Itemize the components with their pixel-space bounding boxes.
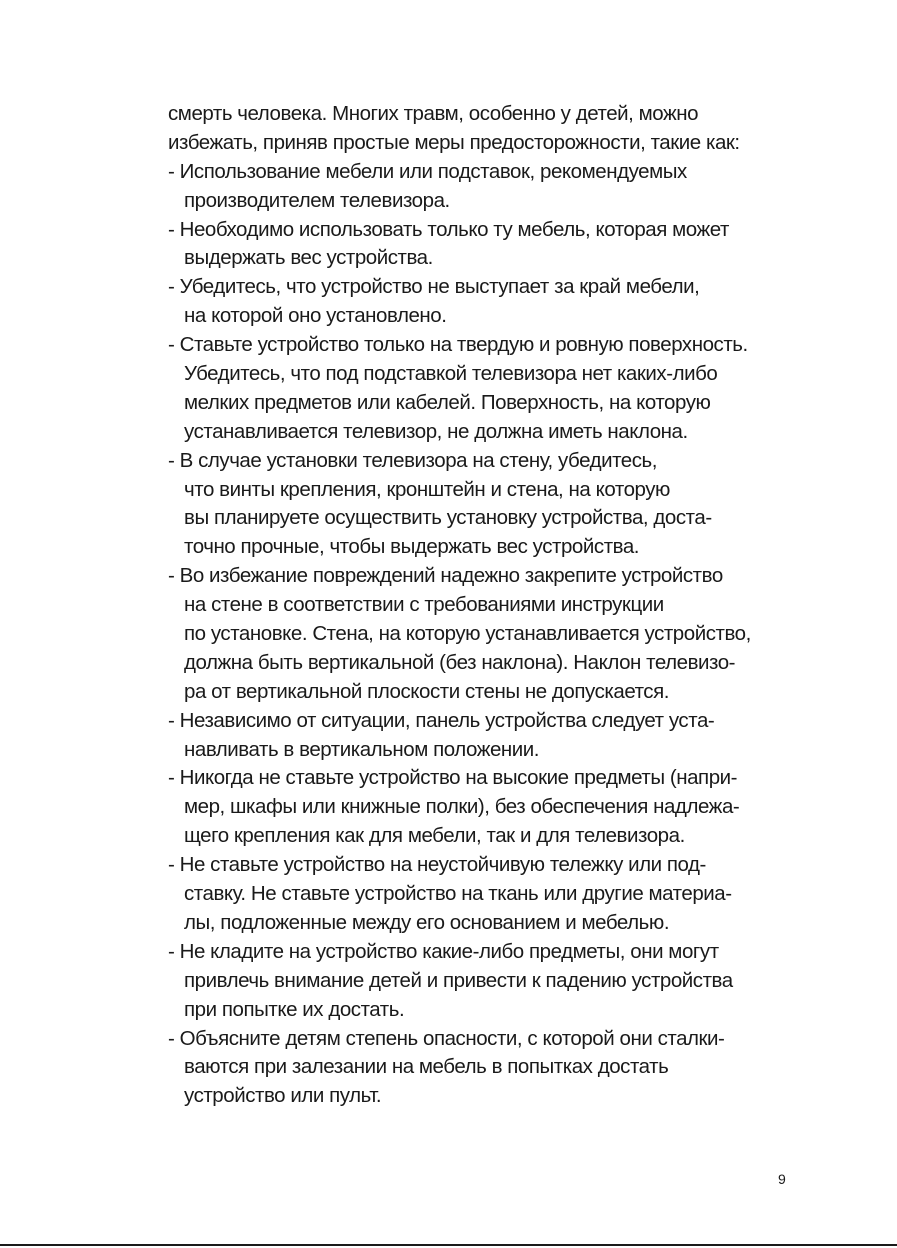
- text-line: - Не кладите на устройство какие-либо предметы, они могут: [168, 939, 719, 963]
- text-line: устанавливается телевизор, не должна иметь наклона.: [184, 419, 688, 443]
- text-line: мер, шкафы или книжные полки), без обеспечения надлежа-: [184, 795, 740, 819]
- text-line: мелких предметов или кабелей. Поверхность, на которую: [184, 390, 711, 414]
- text-line: на стене в соответствии с требованиями инструкции: [184, 593, 664, 617]
- text-line: - Не ставьте устройство на неустойчивую тележку или под-: [168, 853, 706, 877]
- text-line: щего крепления как для мебели, так и для телевизора.: [184, 824, 685, 848]
- text-line: ра от вертикальной плоскости стены не допускается.: [184, 679, 670, 703]
- page-number: 9: [778, 1171, 786, 1187]
- bottom-rule: [0, 1244, 897, 1246]
- text-line: - В случае установки телевизора на стену, убедитесь,: [168, 448, 658, 472]
- text-line: при попытке их достать.: [184, 997, 405, 1021]
- text-line: - Использование мебели или подставок, рекомендуемых: [168, 159, 687, 183]
- text-line: ставку. Не ставьте устройство на ткань или другие материа-: [184, 882, 732, 906]
- text-line: - Во избежание повреждений надежно закрепите устройство: [168, 564, 723, 588]
- text-line: навливать в вертикальном положении.: [184, 737, 540, 761]
- body-text: [168, 100, 798, 1111]
- text-line: вы планируете осуществить установку устройства, доста-: [184, 506, 712, 530]
- text-line: что винты крепления, кронштейн и стена, на которую: [184, 477, 670, 501]
- text-line: на которой оно установлено.: [184, 304, 447, 328]
- text-line: - Независимо от ситуации, панель устройства следует уста-: [168, 708, 715, 732]
- text-line: смерть человека. Многих травм, особенно у детей, можно: [168, 102, 699, 125]
- text-line: Убедитесь, что под подставкой телевизора нет каких-либо: [184, 362, 718, 386]
- text-line: - Объясните детям степень опасности, с которой они сталки-: [168, 1026, 725, 1050]
- text-line: выдержать вес устройства.: [184, 246, 433, 270]
- text-line: производителем телевизора.: [184, 188, 450, 212]
- text-line: точно прочные, чтобы выдержать вес устройства.: [184, 535, 640, 559]
- text-line: - Убедитесь, что устройство не выступает за край мебели,: [168, 275, 700, 299]
- text-line: избежать, приняв простые меры предосторожности, такие как:: [168, 130, 740, 154]
- text-line: по установке. Стена, на которую устанавливается устройство,: [184, 622, 751, 646]
- text-line: - Никогда не ставьте устройство на высокие предметы (напри-: [168, 766, 738, 790]
- text-line: лы, подложенные между его основанием и мебелью.: [184, 910, 670, 934]
- text-line: привлечь внимание детей и привести к падению устройства: [184, 968, 733, 992]
- text-line: - Ставьте устройство только на твердую и ровную поверхность.: [168, 333, 748, 357]
- text-line: должна быть вертикальной (без наклона). Наклон телевизо-: [184, 650, 736, 674]
- text-line: - Необходимо использовать только ту мебель, которая может: [168, 217, 729, 241]
- text-line: устройство или пульт.: [184, 1084, 382, 1108]
- text-line: ваются при залезании на мебель в попытках достать: [184, 1055, 669, 1079]
